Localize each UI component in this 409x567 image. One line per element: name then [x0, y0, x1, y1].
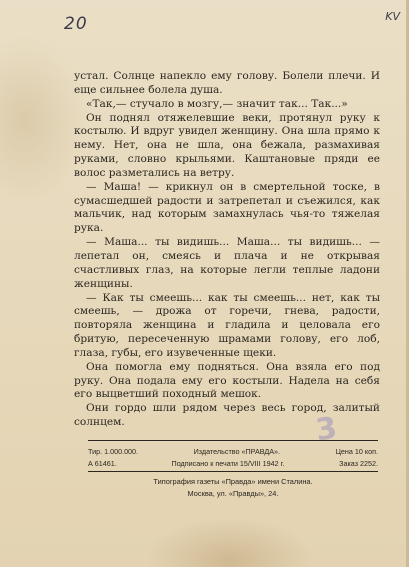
imprint-line-2 — [88, 459, 378, 468]
printer-line-2: Москва, ул. «Правды», 24. — [187, 489, 279, 498]
order-code: А 61461. — [88, 459, 117, 468]
paragraph: Он поднял отяжелевшие веки, протянул руку к костылю. И вдруг увидел женщину. Она шла прямо к нему. Нет, она не шла, она бежала, размахивая руками, словно крыльями. Каштановые пряди ее волос разметались на ветру. — [74, 111, 380, 179]
paragraph: устал. Солнце напекло ему голову. Болели плечи. И еще сильнее болела душа. — [74, 70, 380, 96]
printer-line-1: Типография газеты «Правда» имени Сталина. — [153, 477, 313, 486]
price: Цена 10 коп. — [335, 447, 378, 456]
imprint-top-rule — [88, 440, 378, 441]
paragraph: Она помогла ему подняться. Она взяла его под руку. Она подала ему его костыли. Надела на себя его выцветший походный мешок. — [74, 360, 380, 401]
handwritten-page-number: 20 — [64, 14, 88, 34]
signed-to-print: Подписано к печати 15/VIII 1942 г. — [171, 459, 285, 468]
order-number: Заказ 2252. — [339, 459, 378, 468]
paragraph: — Маша... ты видишь... Маша... ты видишь... — лепетал он, смеясь и плача и не открывая счастливых глаз, на которые легли теплые ладони женщины. — [74, 236, 380, 290]
paragraph: Они гордо шли рядом через весь город, залитый солнцем. — [74, 402, 380, 429]
handwritten-corner-note: KV — [385, 10, 400, 23]
paragraph: «Так,— стучало в мозгу,— значит так... Так...» — [86, 97, 348, 110]
circulation: Тир. 1.000.000. — [88, 447, 139, 456]
story-text — [74, 70, 380, 430]
paragraph: — Как ты смеешь... как ты смеешь... нет, как ты смеешь, — дрожа от горечи, гнева, радости, повторяла женщина и гладила и целовала его бритую, пересеченную шрамами голову, его лоб, глаза, губы, его изувеченные щеки. — [74, 291, 380, 359]
imprint-line-1 — [88, 447, 378, 456]
imprint-bottom-rule — [88, 471, 378, 472]
ink-stamp-mark: 3 — [313, 410, 340, 449]
paragraph: — Маша! — крикнул он в смертельной тоске, в сумасшедшей радости и затрепетал и съежился, как мальчик, над которым замахнулась чья-то тяжелая рука. — [74, 180, 380, 235]
publisher: Издательство «ПРАВДА». — [193, 447, 281, 456]
